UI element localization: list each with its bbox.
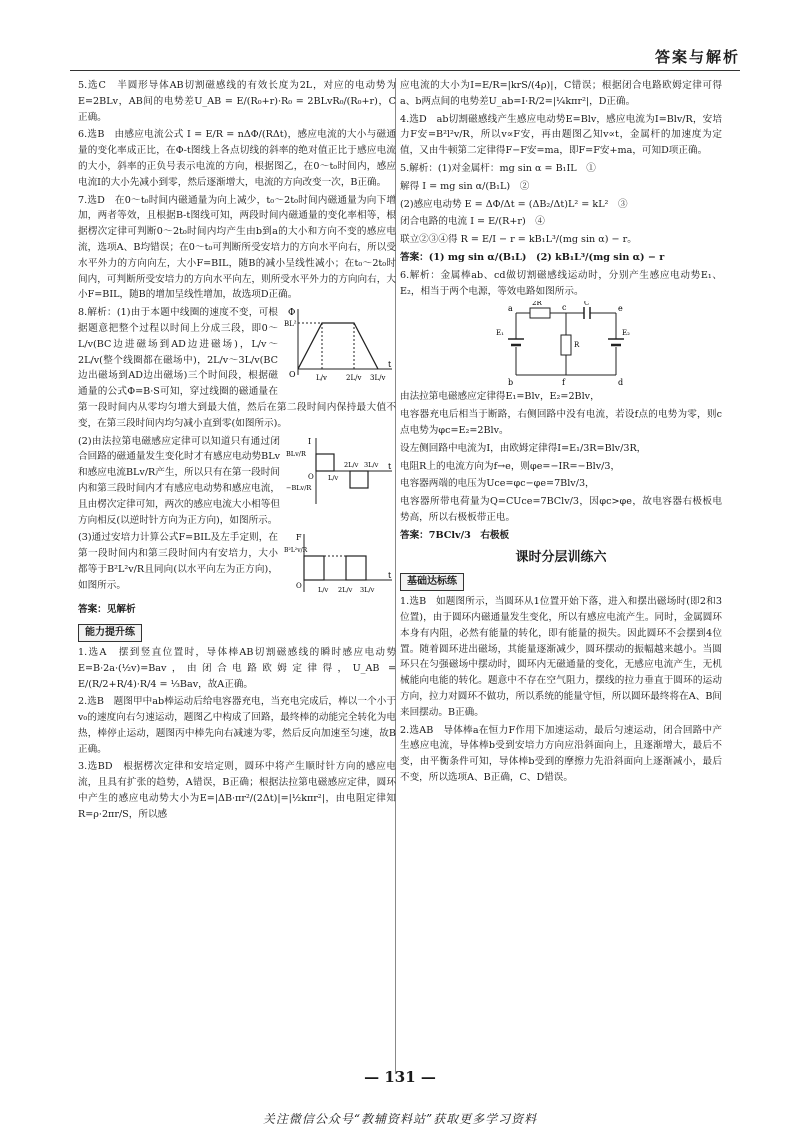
header-title: 答案与解析 [654,48,740,66]
node-e: e [618,304,623,314]
ability-2: 2.选B 题图甲中ab棒运动后给电容器充电，当充电完成后，棒以一个小于v₀的速度向右匀速运动，题图乙中构成了回路，最终棒的动能完全转化为电热，棒停止运动，题图丙中棒先向右减速为零，然后反向加速至匀速，故B正确。 [78,696,396,755]
ability-4: 4.选D ab切割磁感线产生感应电动势E=Blv，感应电流为I=Blv/R，安培力F安=B²l²v/R，所以v∝F安，再由题图乙知v∝t，金属杆的加速度为定值，又由牛顿第二定律得F−F安=ma，即F=F安+ma，可知D项正确。 [400,113,722,157]
fig1-yaxis: Φ [288,308,296,319]
answer-5: 5.选C 半圆形导体AB切割磁感线的有效长度为2L，对应的电动势为E=2BLv，AB间的电势差U_AB = E/(R₀+r)·R₀ = 2BLvR₀/(R₀+r)，C正确。 [78,80,396,123]
lesson-title: 课时分层训练六 [515,549,607,565]
emf2-label: E₂ [622,329,630,338]
node-f: f [562,378,565,388]
fig3-t1: L/v [318,586,329,595]
answer-8-part1: 8.解析：(1)由于本题中线圈的速度不变，可根据题意把整个过程以时间上分成三段，即0～L/v(BC边进磁场到AD边进磁场)，L/v～2L/v(整个线圈都在磁场中)，2L/v～3L/v(BC边出磁场到AD边出磁场)三个时间段，根据磁通量的公式Φ=B·S可知，穿过线圈的磁通量在第一段时间内从零均匀增大到最大值，然后在第二段时间内保持最大值不变，在第三段时间内均匀减小直到零(如图所示)。 [78,307,396,429]
emf1-label: E₁ [496,329,504,338]
ability-5-step5: 联立②③④得 R = E/I − r = kB₁L³/(mg sin α) − r。 [400,234,637,246]
answer-8-final: 答案：见解析 [78,604,136,616]
fig2-yaxis: I [308,436,312,446]
fig3-taxis: t [388,571,392,581]
fig3-t2: 2L/v [338,586,353,595]
fig1-ylabel: BL² [284,320,297,329]
node-b: b [508,378,514,388]
answer-8-part2: (2)由法拉第电磁感应定律可以知道只有通过闭合回路的磁通量发生变化时才有感应电动势BLv和感应电流BLv/R产生，所以只有在第一段时间内和第三段时间内才有感应电动势和感应电流，且由楞次定律可知，两次的感应电流大小相等但方向相反(以逆时针方向为正方向)，如图所示。 [78,435,280,526]
fig3-yaxis: F [296,533,302,543]
resistor-r-label: R [574,341,580,350]
ability-5-step4: 闭合电路的电流 I = E/(R+r) ④ [400,216,545,228]
ability-5-step2: 解得 I = mg sin α/(B₁L) ② [400,180,530,192]
ability-5-step1: 5.解析：(1)对金属杆：mg sin α = B₁IL ① [400,162,596,174]
basic-1: 1.选B 如题图所示，当圆环从1位置开始下落，进入和摆出磁场时(即2和3位置)，由于圆环内磁通量发生变化，所以有感应电流产生。同时，金属圆环本身有内阻，必然有能量的转化，即有能量的损失。因此圆环不会摆到4位置。随着圆环进出磁场，其能量逐渐减少，圆环摆动的振幅越来越小。当圆环只在匀强磁场中摆动时，圆环内无磁通量的变化，无感应电流产生，无机械能向电能的转化。题意中不存在空气阻力，摆线的拉力垂直于圆环的运动方向，拉力对圆环不做功，所以系统的能量守恒，所以圆环最终将在A、B间来回摆动。B正确。 [400,596,722,718]
ability-1: 1.选A 摆到竖直位置时，导体棒AB切割磁感线的瞬时感应电动势E=B·2a·(½v)=Bav，由闭合电路欧姆定律得，U_AB = E/(R/2+R/4)·R/4 = ⅓Bav，故A正确。 [78,646,396,690]
fig2-taxis: t [388,461,392,471]
fig2-ypos: BLv/R [286,449,306,458]
fig2-origin: O [308,472,314,481]
fig1-taxis: t [388,360,392,370]
ability-6-step4: 设左侧回路中电流为I，由欧姆定律得I=E₁/3R=Blv/3R， [400,442,647,454]
ability-6-intro: 6.解析：金属棒ab、cd做切割磁感线运动时，分别产生感应电动势E₁、E₂，相当于两个电源，等效电路如图所示。 [400,269,722,297]
node-a: a [508,304,513,314]
ability-3-cont: 应电流的大小为I=E/R=|krS/(4ρ)|，C错误；根据闭合电路欧姆定律可得a、b两点间的电势差U_ab=I·R/2=|¼kπr²|，D正确。 [400,80,722,107]
force-graph [284,530,396,600]
answer-8-part3: (3)通过安培力计算公式F=BIL及左手定则，在第一段时间内和第三段时间内有安培力，大小都等于B²L²v/R且同向(以水平向左为正方向)，如图所示。 [78,532,278,591]
fig2-t3: 3L/v [364,460,379,469]
capacitor-label: C [584,301,590,308]
current-graph [286,434,396,508]
section-basic: 基础达标练 [400,573,464,591]
ability-6-step5: 电阻R上的电流方向为f→e，则φe=−IR=−Blv/3， [400,460,621,472]
fig3-origin: O [296,582,302,591]
section-ability: 能力提升练 [78,624,142,642]
footer-note: 关注微信公众号“教辅资料站”获取更多学习资料 [262,1112,538,1126]
ability-3: 3.选BD 根据楞次定律和安培定则，圆环中将产生顺时针方向的感应电流，且具有扩张的趋势，A错误，B正确；根据法拉第电磁感应定律，圆环中产生的感应电动势大小为E=|ΔB·πr²/(2Δt)|=|½kπr²|，由电阻定律知R=ρ·2πr/S，所以感 [78,761,396,820]
fig1-origin: O [289,370,296,380]
page-number: — 131 — [364,1068,436,1086]
ability-6-answer: 答案：7BClv/3 右极板 [400,529,510,541]
resistor-2r-label: 2R [532,301,542,308]
fig3-t3: 3L/v [360,586,375,595]
node-c: c [562,303,567,313]
fig2-yneg: −BLv/R [286,483,312,492]
ability-5-step3: (2)感应电动势 E = ΔΦ/Δt = (ΔB₂/Δt)L² = kL² ③ [400,198,628,210]
page-header [70,44,740,71]
ability-6-step6: 电容器两端的电压为Uce=φc−φe=7Blv/3， [400,478,595,490]
basic-2: 2.选AB 导体棒a在恒力F作用下加速运动，最后匀速运动，闭合回路中产生感应电流，导体棒b受到安培力方向应沿斜面向上，且逐渐增大，最后不变，由平衡条件可知，导体棒b受到的摩擦力先沿斜面向上逐渐减小，最后不变，所以选项A、B正确，C、D错误。 [400,724,722,783]
fig2-t1: L/v [328,473,339,482]
ability-6-step3: 电容器充电后相当于断路，右侧回路中没有电流，若设f点的电势为零，则c点电势为φc=E₂=2Blv。 [400,409,722,436]
fig3-ylabel: B²L²v/R [284,547,308,555]
right-column [400,78,722,788]
fig1-t1: L/v [316,374,327,383]
circuit-diagram [496,301,636,387]
fig1-t2: 2L/v [346,374,362,383]
ability-5-answer: 答案：(1) mg sin α/(B₁L) (2) kB₁L³/(mg sin α) − r [400,251,665,263]
answer-7: 7.选D 在0～t₀时间内磁通量为向上减少，t₀～2t₀时间内磁通量为向下增加，两者等效，且根据B-t图线可知，两段时间内磁通量的变化率相等，根据楞次定律可判断0～2t₀时间内均产生由b到a的大小和方向不变的感应电流，选项A、B均错误；在0～t₀可判断所受安培力的方向水平向右，所以受水平外力的方向向左，大小F=BIL，随B的减小呈线性减小；在t₀～2t₀时间内，可判断所受安培力的方向水平向左，则所受水平外力的方向向右，大小F=BIL，随B的增加呈线性增加，故选项D正确。 [78,194,396,301]
flux-graph [284,305,396,383]
ability-6-step2: 由法拉第电磁感应定律得E₁=Blv，E₂=2Blv， [400,391,600,403]
fig1-t3: 3L/v [370,374,386,383]
answer-6: 6.选B 由感应电流公式 I = E/R = nΔΦ/(RΔt)，感应电流的大小与磁通量的变化率成正比，在Φ-t图线上各点切线的斜率的绝对值正比于感应电流的大小，斜率的正负号表示电流的方向，根据图乙，在0～t₀时间内，感应电流I的大小先减小到零，然后逐渐增大，电流的方向改变一次，B正确。 [78,129,396,188]
fig2-t2: 2L/v [344,460,359,469]
node-d: d [618,378,624,388]
ability-6-step7: 电容器所带电荷量为Q=CUce=7BClv/3，因φc>φe，故电容器右极板电势高，所以右极板带正电。 [400,496,722,523]
left-column [78,78,396,825]
